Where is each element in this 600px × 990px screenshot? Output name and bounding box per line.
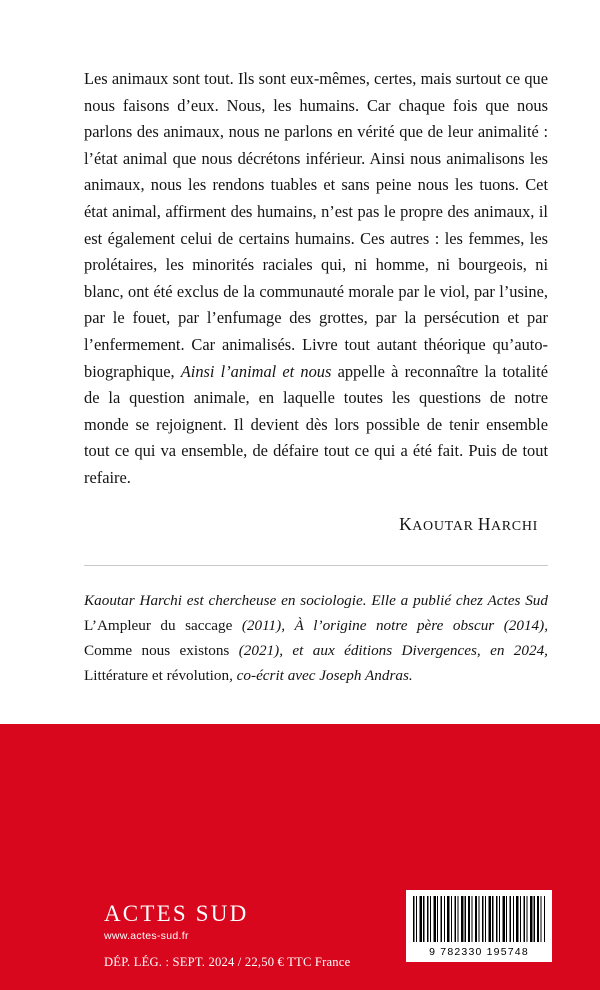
publisher-website[interactable]: www.actes-sud.fr xyxy=(104,930,189,942)
author-signature-last-initial: H xyxy=(477,513,491,534)
publisher-logo-block xyxy=(104,901,354,942)
blurb-paragraph xyxy=(84,66,548,492)
barcode-bars-icon xyxy=(413,896,545,942)
bio-text-part4: , co-écrit avec Joseph Andras. xyxy=(229,666,413,684)
author-bio xyxy=(84,588,548,688)
barcode xyxy=(406,890,552,962)
bio-text-part1: Kaoutar Harchi est chercheuse en sociologie. Elle a publié chez Actes Sud xyxy=(84,591,548,609)
publisher-footer-band xyxy=(0,724,600,990)
bio-text-part2: (2011), À l’origine notre père obscur (2014), xyxy=(232,616,548,634)
bio-text-part3: (2021), et aux éditions Divergences, en 2024, xyxy=(229,641,548,659)
blurb-book-title: Ainsi l’animal et nous xyxy=(180,361,332,381)
bio-work-title-1: L’Ampleur du saccage xyxy=(84,616,233,634)
barcode-digits: 9 782330 195748 xyxy=(429,946,529,958)
blurb-text-part1: Les animaux sont tout. Ils sont eux-mêmes, certes, mais surtout ce que nous faisons d’eux. Nous, les humains. Car chaque fois que nous parlons des animaux, nous ne parlons en vérité que de leur animalité : l’état animal que nous décrétons inférieur. Ainsi nous animalisons les animaux, nous les rendons tuables et sans peine nous les tuons. Cet état animal, affirment des humains, n’est pas le propre des animaux, il est également celui de certains humains. Ces autres : les femmes, les prolétaires, les minorités raciales qui, ni homme, ni bourgeois, ni blanc, ont été exclus de la communauté morale par le viol, par l’usine, par le fouet, par l’enfumage des grottes, par la persécution et par l’enfermement. Car animalisés. Livre tout autant théorique qu’auto-biographique, xyxy=(84,69,548,381)
publisher-name: ACTES SUD xyxy=(104,901,249,926)
divider xyxy=(84,565,548,566)
author-signature-last-rest: ARCHI xyxy=(490,518,538,534)
bio-work-title-2: Comme nous existons xyxy=(84,641,230,659)
blurb-text-part2: appelle à reconnaître la totalité de la question animale, en laquelle toutes les questions de notre monde se rejoignent. Il devient dès lors possible de tenir ensemble tout ce qui va ensemble, de défaire tout ce qui a été fait. Puis de tout refaire. xyxy=(84,361,548,487)
author-signature xyxy=(84,514,548,535)
author-signature-first-rest: AOUTAR xyxy=(412,518,474,534)
author-signature-first-initial: K xyxy=(399,513,413,534)
bio-work-title-3: Littérature et révolution xyxy=(84,666,230,684)
legal-deposit-line: DÉP. LÉG. : SEPT. 2024 / 22,50 € TTC France xyxy=(104,955,351,969)
